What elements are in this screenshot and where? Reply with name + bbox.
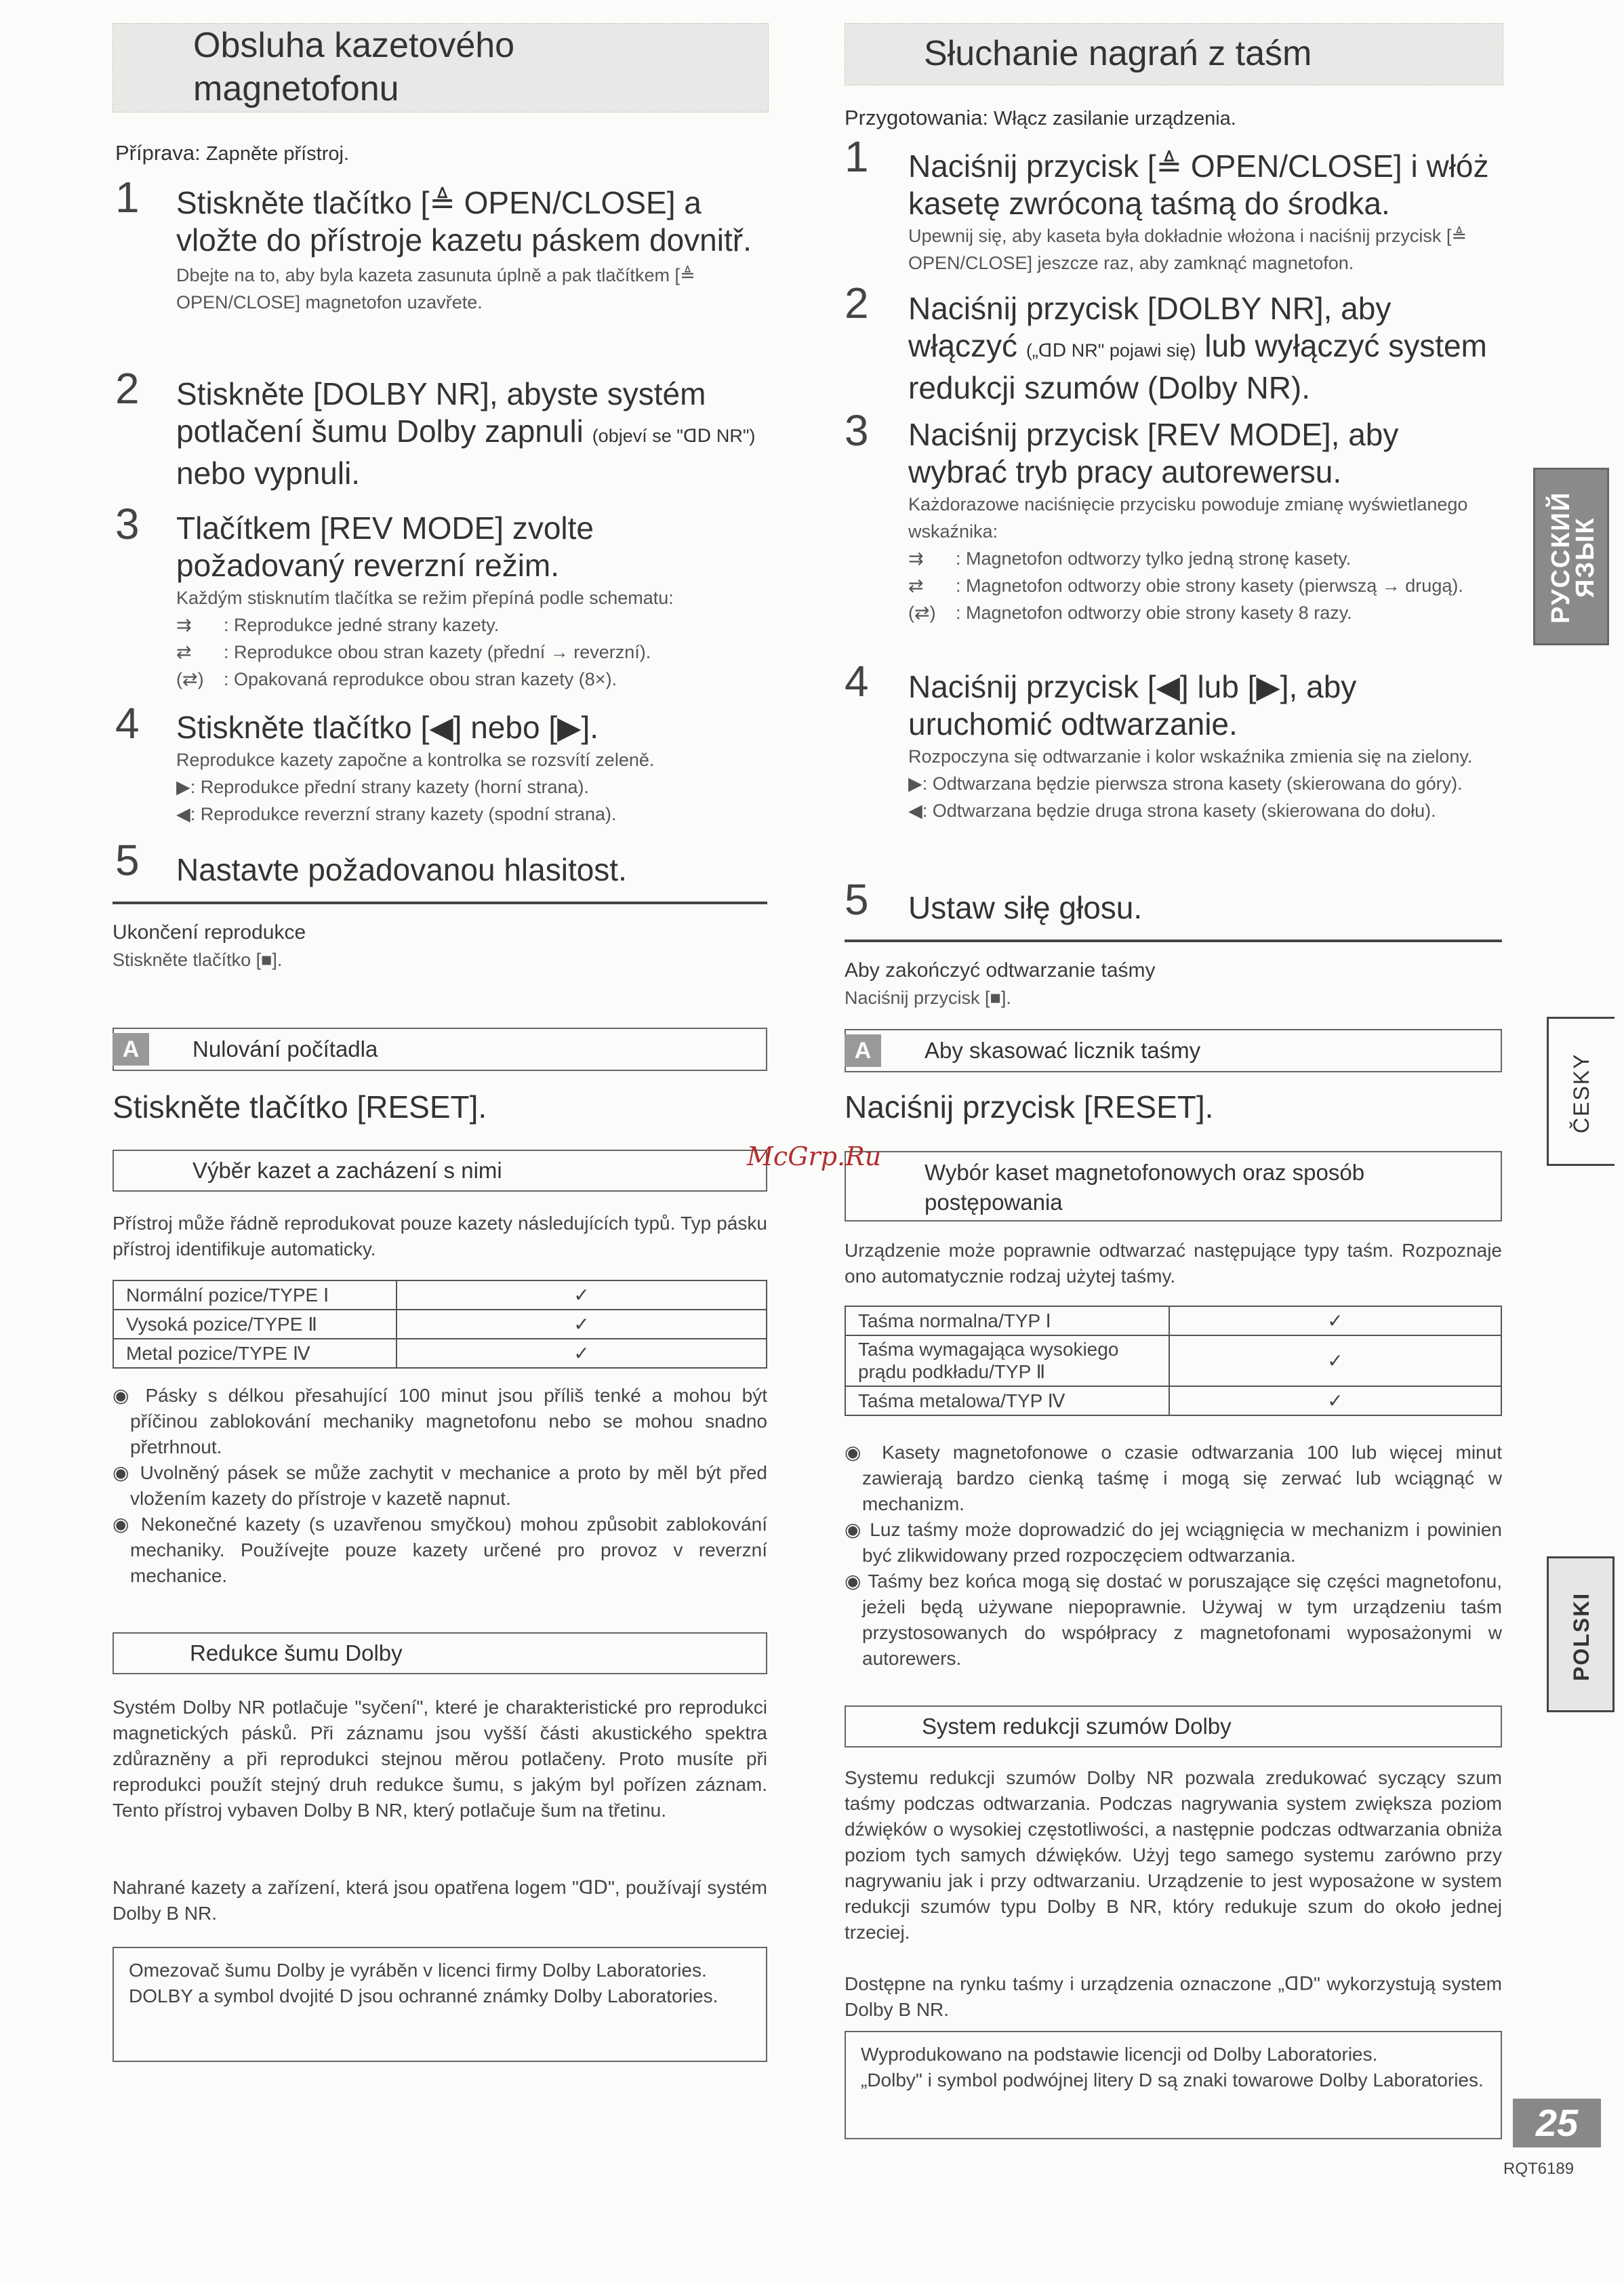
left-prep-text: Zapněte přístroj. <box>205 143 349 165</box>
left-step-1 <box>176 184 766 316</box>
right-step-2-title-small: („ᗡᗞ NR" pojawi się) <box>1026 340 1196 361</box>
right-step-4-dir-2: ◀: Odtwarzana będzie druga strona kasety (skierowana do dołu). <box>908 801 1436 821</box>
left-step-3-num: 3 <box>115 500 140 548</box>
right-step-1-title: Naciśnij przycisk [≜ OPEN/CLOSE] i włóż kasetę zwróconą taśmą do środka. <box>908 148 1489 221</box>
left-step-2-title-a: Stiskněte [DOLBY NR], abyste systém potlačení šumu Dolby zapnuli <box>176 376 706 449</box>
left-header <box>113 23 769 113</box>
left-dolby-box <box>113 1632 767 1674</box>
right-step-2-num: 2 <box>845 279 869 327</box>
right-header-title: Słuchanie nagrań z taśm <box>924 34 1312 73</box>
left-step-1-note: Dbejte na to, aby byla kazeta zasunuta úplně a pak tlačítkem [≜ OPEN/CLOSE] magnetofon uzavřete. <box>176 265 695 312</box>
left-step-5-title: Nastavte požadovanou hlasitost. <box>176 852 627 887</box>
left-step-4 <box>176 709 766 828</box>
left-dolby-box-title: Redukce šumu Dolby <box>190 1640 403 1665</box>
list-item: ◉ Uvolněný pásek se může zachytit v mechanice a proto by měl být před vložením kazety do přístroje v kazetě napnut. <box>113 1462 767 1509</box>
table-row: Normální pozice/TYPE Ⅰ ✓ <box>113 1280 767 1310</box>
left-step-4-dir-1: ▶: Reprodukce přední strany kazety (horní strana). <box>176 777 590 797</box>
tab-czech <box>1547 1017 1615 1166</box>
mode-repeat-icon: (⇄) <box>176 669 204 689</box>
left-step-1-title: Stiskněte tlačítko [≜ OPEN/CLOSE] a vložte do přístroje kazetu páskem dovnitř. <box>176 185 752 258</box>
right-header <box>845 23 1503 85</box>
right-end-title: Aby zakończyć odtwarzanie taśmy <box>845 959 1156 982</box>
left-step-4-dir-2: ◀: Reprodukce reverzní strany kazety (spodní strana). <box>176 804 617 824</box>
left-step-2-title-small: (objeví se "ᗡᗞ NR") <box>592 426 756 446</box>
right-prep-label: Przygotowania: <box>845 106 988 129</box>
list-item: ◉ Taśmy bez końca mogą się dostać w poruszające się części magnetofonu, jeżeli będą używane niepoprawnie. Używaj w tym urządzeniu taśm przystosowanych do współpracy z magnetofonami wyposażonymi w autorewers. <box>845 1571 1502 1669</box>
left-step-3-mode-3: (⇄) : Opakovaná reprodukce obou stran kazety (8×). <box>176 666 766 693</box>
left-dolby-para1: Systém Dolby NR potlačuje "syčení", které je charakteristické pro reprodukci magnetických pásků. Při záznamu jsou vyšší části akustického spektra zdůrazněny a při reprodukci stejnou měrou potlačeny. Proto musíte při reprodukci použít stejný druh redukce šumu, s jakým byl pořízen záznam. Tento přístroj vybaven Dolby B NR, který potlačuje šum na třetinu. <box>113 1697 767 1821</box>
right-step-2-title <box>908 290 1505 407</box>
right-step-4-dir-1: ▶: Odtwarzana będzie pierwsza strona kasety (skierowana do góry). <box>908 773 1463 794</box>
right-bullets <box>845 1440 1502 1672</box>
left-reset-box-title: Nulování počítadla <box>192 1036 378 1062</box>
right-step-3-mode-2: ⇄ : Magnetofon odtworzy obie strony kasety (pierwszą → drugą). <box>908 572 1505 599</box>
left-step-4-title: Stiskněte tlačítko [◀] nebo [▶]. <box>176 710 599 745</box>
left-step-5-num: 5 <box>115 836 140 885</box>
right-step-3-mode-3: (⇄) : Magnetofon odtworzy obie strony kasety 8 razy. <box>908 599 1505 626</box>
right-step-3-num: 3 <box>845 406 869 455</box>
left-step-2-num: 2 <box>115 364 140 413</box>
left-step-3-mode-1: ⇉ : Reprodukce jedné strany kazety. <box>176 611 766 639</box>
right-step-2-title-a: Naciśnij przycisk [DOLBY NR], aby włączyć <box>908 291 1392 363</box>
left-tapes-box-title: Výběr kazet a zacházení s nimi <box>192 1158 502 1183</box>
right-step-4 <box>908 668 1505 824</box>
list-item: ◉ Nekonečné kazety (s uzavřenou smyčkou) mohou způsobit zablokování mechaniky. Používejte pouze kazety určené pro provoz v reverzní mechanice. <box>113 1514 767 1586</box>
mode-single-icon: ⇉ <box>176 615 192 635</box>
left-end-text: Stiskněte tlačítko [■]. <box>113 950 283 970</box>
right-reset-box <box>845 1029 1502 1072</box>
a-badge-icon: A <box>113 1033 149 1066</box>
right-step-3-note: Każdorazowe naciśnięcie przycisku powoduje zmianę wyświetlanego wskaźnika: <box>908 494 1468 542</box>
right-reset-big: Naciśnij przycisk [RESET]. <box>845 1089 1214 1125</box>
left-step-3-note: Každým stisknutím tlačítka se režim přepíná podle schematu: <box>176 588 674 608</box>
right-step-3 <box>908 416 1505 626</box>
list-item: ◉ Kasety magnetofonowe o czasie odtwarzania 100 lub więcej minut zawierają bardzo cienką taśmę i mogą się zerwać lub wciągnąć w mechanizm. <box>845 1442 1502 1514</box>
right-prep-text: Włącz zasilanie urządzenia. <box>994 108 1236 129</box>
right-step-5-title: Ustaw siłę głosu. <box>908 890 1143 925</box>
table-row: Taśma wymagająca wysokiego prądu podkładu/TYP Ⅱ ✓ <box>845 1335 1501 1386</box>
watermark: McGrp.Ru <box>747 1142 882 1171</box>
list-item: ◉ Pásky s délkou přesahující 100 minut jsou příliš tenké a mohou být příčinou zablokování mechaniky magnetofonu nebo se mohou snadno přetrhnout. <box>113 1385 768 1457</box>
table-row: Taśma normalna/TYP Ⅰ ✓ <box>845 1306 1501 1335</box>
mode-both-icon: ⇄ <box>176 642 192 662</box>
doc-code: RQT6189 <box>1503 2160 1575 2178</box>
right-license-1: Wyprodukowano na podstawie licencji od Dolby Laboratories. <box>861 2044 1378 2065</box>
table-row: Taśma metalowa/TYP Ⅳ ✓ <box>845 1386 1501 1415</box>
mode-single-icon: ⇉ <box>908 548 924 569</box>
left-step-2-title <box>176 376 773 492</box>
mode-repeat-icon: (⇄) <box>908 603 936 623</box>
table-row: Vysoká pozice/TYPE Ⅱ ✓ <box>113 1310 767 1339</box>
table-row: Metal pozice/TYPE Ⅳ ✓ <box>113 1339 767 1368</box>
left-end-title: Ukončení reprodukce <box>113 921 306 944</box>
right-step-4-title: Naciśnij przycisk [◀] lub [▶], aby uruchomić odtwarzanie. <box>908 669 1357 742</box>
right-tapes-box-title: Wybór kaset magnetofonowych oraz sposób postępowania <box>925 1160 1365 1215</box>
right-step-4-num: 4 <box>845 657 869 706</box>
right-step-1-num: 1 <box>845 132 869 181</box>
right-tapes-para: Urządzenie może poprawnie odtwarzać następujące typy taśm. Rozpoznaje ono automatycznie rodzaj użytej taśmy. <box>845 1240 1502 1287</box>
right-dolby-box <box>845 1705 1502 1747</box>
right-prep <box>845 106 1236 130</box>
right-step-1-note: Upewnij się, aby kaseta była dokładnie włożona i naciśnij przycisk [≜ OPEN/CLOSE] jeszcze raz, aby zamknąć magnetofon. <box>908 226 1467 273</box>
right-step-2-title-b: lub wyłączyć system redukcji szumów (Dolby NR). <box>908 328 1487 405</box>
right-step-1 <box>908 148 1505 277</box>
right-rule <box>845 940 1502 942</box>
right-reset-box-title: Aby skasować licznik taśmy <box>925 1038 1201 1063</box>
left-step-4-note: Reprodukce kazety započne a kontrolka se rozsvítí zeleně. <box>176 750 655 770</box>
left-license-2: DOLBY a symbol dvojité D jsou ochranné známky Dolby Laboratories. <box>129 1985 718 2006</box>
left-step-4-num: 4 <box>115 699 140 748</box>
left-step-1-num: 1 <box>115 173 140 222</box>
left-license-1: Omezovač šumu Dolby je vyráběn v licenci firmy Dolby Laboratories. <box>129 1960 707 1981</box>
left-rule <box>113 902 767 904</box>
right-dolby-para2: Dostępne na rynku taśmy i urządzenia oznaczone „ᗡᗞ" wykorzystują system Dolby B NR. <box>845 1973 1502 2020</box>
left-prep-label: Příprava: <box>115 141 201 165</box>
tab-russian <box>1533 468 1609 645</box>
right-tapes-box <box>845 1151 1502 1221</box>
right-step-3-title: Naciśnij przycisk [REV MODE], aby wybrać tryb pracy autorewersu. <box>908 417 1399 489</box>
tab-czech-label: ČESKY <box>1569 1053 1593 1134</box>
left-tape-table <box>113 1280 767 1369</box>
left-reset-box <box>113 1028 767 1071</box>
right-step-3-mode-1: ⇉ : Magnetofon odtworzy tylko jedną stronę kasety. <box>908 545 1505 572</box>
right-end-text: Naciśnij przycisk [■]. <box>845 988 1011 1008</box>
right-license-box <box>845 2031 1502 2139</box>
left-reset-big: Stiskněte tlačítko [RESET]. <box>113 1089 487 1125</box>
right-dolby-box-title: System redukcji szumów Dolby <box>922 1714 1232 1739</box>
right-dolby-para1: Systemu redukcji szumów Dolby NR pozwala zredukować syczący szum taśmy podczas odtwarzania. Podczas nagrywania system zwiększa poziom dźwięków o wysokiej częstotliwości, a następnie podczas odtwarzania obniża poziom tych samych dźwięków. Użyj tego samego systemu zarówno przy nagrywaniu jak i przy odtwarzaniu. Urządzenie to jest wyposażone w system redukcji szumów typu Dolby B NR, który redukuje szum do około jednej trzeciej. <box>845 1767 1502 1943</box>
left-header-line2: magnetofonu <box>193 69 399 108</box>
page-number: 25 <box>1513 2099 1601 2147</box>
left-tapes-para: Přístroj může řádně reprodukovat pouze kazety následujících typů. Typ pásku přístroj identifikuje automaticky. <box>113 1213 767 1259</box>
right-tape-table <box>845 1306 1502 1416</box>
tab-polish-label: POLSKI <box>1569 1592 1593 1681</box>
left-bullets <box>113 1383 767 1589</box>
left-header-line1: Obsluha kazetového <box>193 26 515 65</box>
mode-both-icon: ⇄ <box>908 575 924 596</box>
left-tapes-box <box>113 1150 767 1192</box>
tab-polish <box>1547 1556 1615 1712</box>
right-license-2: „Dolby" i symbol podwójnej litery D są znaki towarowe Dolby Laboratories. <box>861 2069 1484 2090</box>
left-license-box <box>113 1947 767 2062</box>
left-step-2-title-b: nebo vypnuli. <box>176 456 361 491</box>
right-step-4-note: Rozpoczyna się odtwarzanie i kolor wskaźnika zmienia się na zielony. <box>908 746 1473 767</box>
left-step-3 <box>176 510 766 693</box>
list-item: ◉ Luz taśmy może doprowadzić do jej wciągnięcia w mechanizm i powinien być zlikwidowany przed rozpoczęciem odtwarzania. <box>845 1519 1502 1566</box>
left-step-3-title: Tlačítkem [REV MODE] zvolte požadovaný reverzní režim. <box>176 510 594 583</box>
tab-russian-label: РУССКИЙ ЯЗЫК <box>1547 491 1600 624</box>
left-prep <box>115 141 349 165</box>
left-dolby-para2: Nahrané kazety a zařízení, která jsou opatřena logem "ᗡᗞ", používají systém Dolby B NR. <box>113 1877 767 1924</box>
a-badge-icon: A <box>845 1034 881 1067</box>
left-step-3-mode-2: ⇄ : Reprodukce obou stran kazety (přední → reverzní). <box>176 639 766 666</box>
right-step-5-num: 5 <box>845 875 869 924</box>
